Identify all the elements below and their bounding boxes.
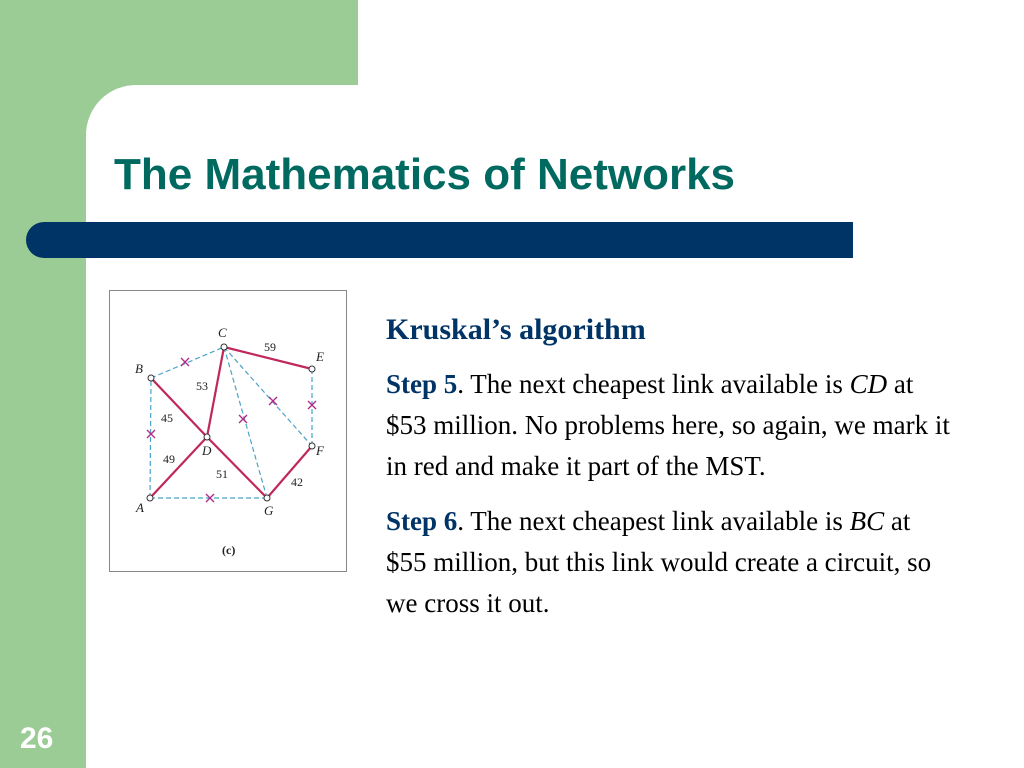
edge-a-d [150, 437, 207, 498]
edge-c-f [224, 347, 312, 446]
step-6-paragraph [386, 501, 956, 624]
explanation-text [386, 308, 956, 638]
step-5-paragraph [386, 364, 956, 487]
weight-label-d-g: 51 [216, 467, 228, 481]
title-underline-bar [26, 222, 853, 258]
step-5-text-part-2: at $53 million. No problems here, so again, we mark it in red and make it part of the MST. [386, 369, 950, 481]
vertex-label-a: A [136, 500, 144, 515]
step-5-text-part-1: . The next cheapest link available is [457, 369, 850, 399]
network-figure [109, 290, 347, 572]
step-5-edge-name: CD [849, 369, 888, 399]
top-panel [358, 0, 1024, 86]
step-6-label: Step 6 [386, 506, 458, 536]
figure-caption: (c) [222, 543, 236, 557]
vertex-label-c: C [218, 325, 227, 340]
network-graph [110, 291, 346, 571]
vertex-d [204, 434, 210, 440]
section-heading: Kruskal’s algorithm [386, 313, 646, 346]
weight-label-c-d: 53 [196, 379, 208, 393]
edge-f-g [267, 446, 312, 498]
step-6-edge-name: BC [849, 506, 885, 536]
vertex-e [309, 366, 315, 372]
step-6-text-part-2: at $55 million, but this link would create a circuit, so we cross it out. [386, 506, 932, 618]
vertex-label-f: F [316, 443, 324, 458]
vertex-c [221, 344, 227, 350]
edge-a-b [150, 378, 151, 498]
edge-b-c [151, 347, 224, 378]
edge-c-d [207, 347, 224, 437]
vertex-label-g: G [264, 503, 274, 518]
vertex-f [309, 443, 315, 449]
vertex-label-d: D [202, 443, 212, 458]
step-6-text-part-1: . The next cheapest link available is [457, 506, 850, 536]
vertex-a [147, 495, 153, 501]
vertex-g [264, 495, 270, 501]
weight-label-b-d: 45 [161, 411, 173, 425]
vertex-b [148, 375, 154, 381]
slide-title: The Mathematics of Networks [114, 150, 736, 199]
vertex-label-e: E [316, 349, 324, 364]
cross-mark-c-g-icon [239, 415, 247, 423]
weight-label-f-g: 42 [291, 475, 303, 489]
weight-label-c-e: 59 [264, 340, 276, 354]
weight-label-a-d: 49 [163, 452, 175, 466]
vertex-label-b: B [135, 361, 143, 376]
cross-mark-c-f-icon [269, 397, 277, 405]
step-5-label: Step 5 [386, 369, 458, 399]
slide-number: 26 [20, 722, 54, 755]
